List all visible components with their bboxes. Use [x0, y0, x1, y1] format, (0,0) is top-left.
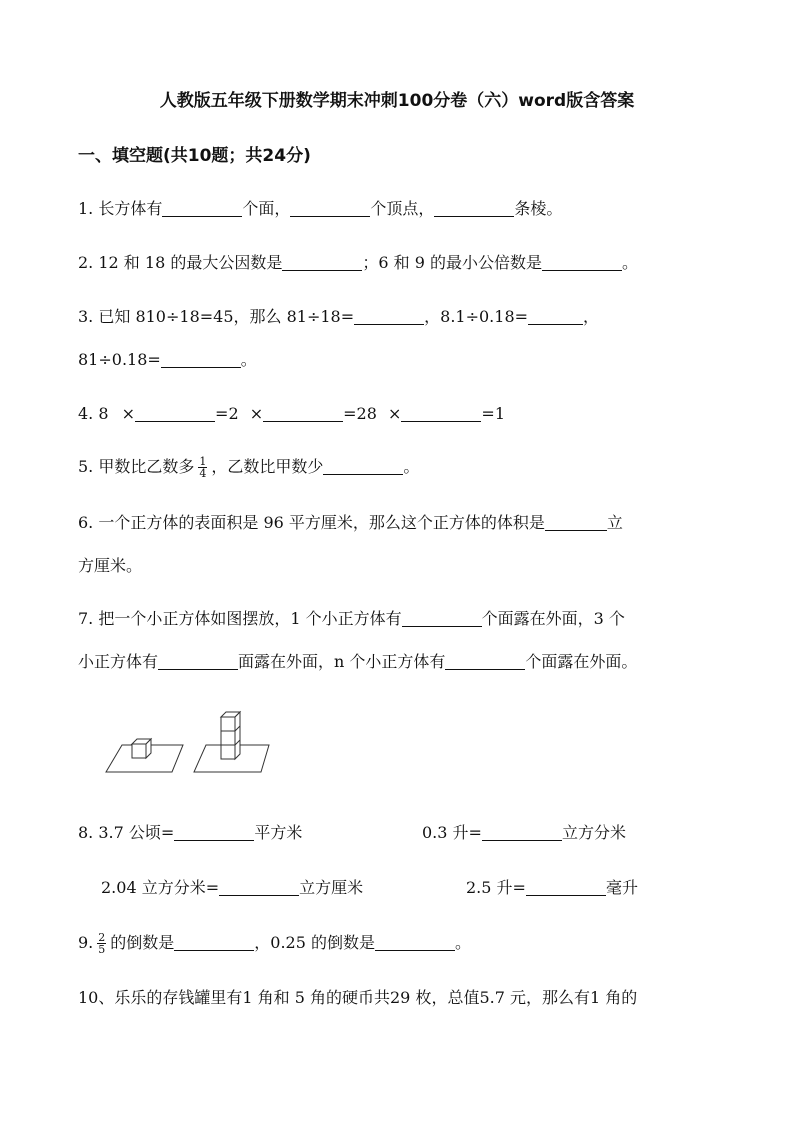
answer-blank[interactable]: [323, 458, 403, 475]
question-3: [78, 306, 599, 328]
q2-text-a: 12 和 18 的最大公因数是: [98, 253, 283, 272]
answer-blank[interactable]: [526, 879, 606, 896]
answer-blank[interactable]: [219, 879, 299, 896]
question-number: 2.: [78, 253, 94, 272]
question-number: 10、: [78, 988, 115, 1007]
q7-text-b: 个面露在外面，3 个: [481, 609, 625, 628]
answer-blank[interactable]: [402, 610, 482, 627]
question-number: 5.: [78, 457, 94, 476]
q7-text-e: 个面露在外面。: [525, 652, 638, 671]
q9-text-c: 。: [455, 933, 472, 952]
q2-text-c: 。: [621, 253, 638, 272]
question-6: [78, 512, 623, 534]
answer-blank[interactable]: [434, 200, 514, 217]
q8-text-h: 毫升: [605, 878, 638, 897]
question-5: [78, 456, 419, 479]
answer-blank[interactable]: [545, 514, 607, 531]
question-1: [78, 198, 562, 220]
q4-text-a: 8: [98, 404, 109, 423]
question-6-line-2: [78, 555, 142, 577]
q4-text-b: =2: [215, 404, 239, 423]
q9-text-b: ，0.25 的倒数是: [254, 933, 375, 952]
question-number: 8.: [78, 823, 94, 842]
question-number: 6.: [78, 513, 94, 532]
q8-text-e: 2.04 立方分米=: [101, 878, 220, 897]
q6-text-b: 立: [606, 513, 623, 532]
answer-blank[interactable]: [482, 824, 562, 841]
q1-text-d: 条棱。: [514, 199, 563, 218]
q8-text-g: 2.5 升=: [466, 878, 526, 897]
answer-blank[interactable]: [401, 405, 481, 422]
answer-blank[interactable]: [135, 405, 215, 422]
times-sign: ×: [249, 404, 264, 423]
q4-text-d: =1: [481, 404, 505, 423]
answer-blank[interactable]: [162, 200, 242, 217]
answer-blank[interactable]: [445, 653, 525, 670]
q1-text-b: 个面，: [242, 199, 291, 218]
q5-text-a: 甲数比乙数多: [98, 457, 195, 476]
question-7-line-2: [78, 651, 637, 673]
q8-text-b: 平方米: [254, 823, 303, 842]
q6-text-c: 方厘米。: [78, 556, 143, 575]
q3-text-d: 81÷0.18=: [78, 350, 161, 369]
question-number: 4.: [78, 404, 94, 423]
answer-blank[interactable]: [263, 405, 343, 422]
q5-text-c: 。: [403, 457, 420, 476]
q3-text-e: 。: [240, 350, 257, 369]
q9-text-a: 的倒数是: [110, 933, 175, 952]
q3-text-b: ，8.1÷0.18=: [424, 307, 529, 326]
fraction: [198, 456, 207, 479]
q8-text-c: 0.3 升=: [422, 823, 482, 842]
question-8-part-3: [101, 877, 363, 899]
stacked-cube-column: [221, 712, 240, 759]
answer-blank[interactable]: [375, 934, 455, 951]
fraction-numerator: 2: [98, 931, 106, 944]
cube-figure: [100, 700, 300, 789]
answer-blank[interactable]: [282, 254, 362, 271]
fraction-denominator: 4: [199, 467, 207, 480]
q7-text-a: 把一个小正方体如图摆放，1 个小正方体有: [98, 609, 402, 628]
q10-text-a: 乐乐的存钱罐里有1 角和 5 角的硬币共29 枚，总值5.7 元，那么有1 角的: [114, 988, 638, 1007]
answer-blank[interactable]: [161, 351, 241, 368]
q6-text-a: 一个正方体的表面积是 96 平方厘米，那么这个正方体的体积是: [98, 513, 545, 532]
fraction-denominator: 5: [98, 943, 106, 956]
answer-blank[interactable]: [174, 824, 254, 841]
answer-blank[interactable]: [290, 200, 370, 217]
question-9: [78, 932, 471, 955]
single-cube: [132, 739, 151, 758]
times-sign: ×: [388, 404, 402, 423]
question-number: 3.: [78, 307, 94, 326]
question-3-line-2: [78, 349, 257, 371]
q8-text-a: 3.7 公顷=: [98, 823, 175, 842]
q3-text-a: 已知 810÷18=45，那么 81÷18=: [98, 307, 355, 326]
question-number: 1.: [78, 199, 94, 218]
question-2: [78, 252, 638, 274]
answer-blank[interactable]: [542, 254, 622, 271]
question-10: [78, 987, 637, 1009]
answer-blank[interactable]: [158, 653, 238, 670]
question-4: [78, 403, 505, 425]
q7-text-d: 面露在外面，n 个小正方体有: [238, 652, 446, 671]
answer-blank[interactable]: [354, 308, 424, 325]
times-sign: ×: [121, 404, 136, 423]
q4-text-c: =28: [343, 404, 377, 423]
q8-text-f: 立方厘米: [299, 878, 364, 897]
q1-text-a: 长方体有: [98, 199, 163, 218]
question-number: 9.: [78, 933, 94, 952]
section-heading: 一、填空题(共10题；共24分): [78, 146, 311, 166]
document-title: 人教版五年级下册数学期末冲刺100分卷（六）word版含答案: [159, 91, 635, 111]
q8-text-d: 立方分米: [561, 823, 626, 842]
question-number: 7.: [78, 609, 94, 628]
q7-text-c: 小正方体有: [78, 652, 159, 671]
answer-blank[interactable]: [528, 308, 583, 325]
q2-text-b: ；6 和 9 的最小公倍数是: [362, 253, 542, 272]
stacked-cubes-illustration: [100, 700, 300, 785]
question-8-part-2: [422, 822, 626, 844]
question-8: [78, 822, 302, 844]
fraction-numerator: 1: [199, 455, 207, 468]
question-7: [78, 608, 625, 630]
q1-text-c: 个顶点，: [370, 199, 435, 218]
fraction: [97, 932, 106, 955]
question-8-part-4: [466, 877, 638, 899]
q3-text-c: ，: [583, 307, 600, 326]
answer-blank[interactable]: [174, 934, 254, 951]
q5-text-b: ，乙数比甲数少: [211, 457, 324, 476]
